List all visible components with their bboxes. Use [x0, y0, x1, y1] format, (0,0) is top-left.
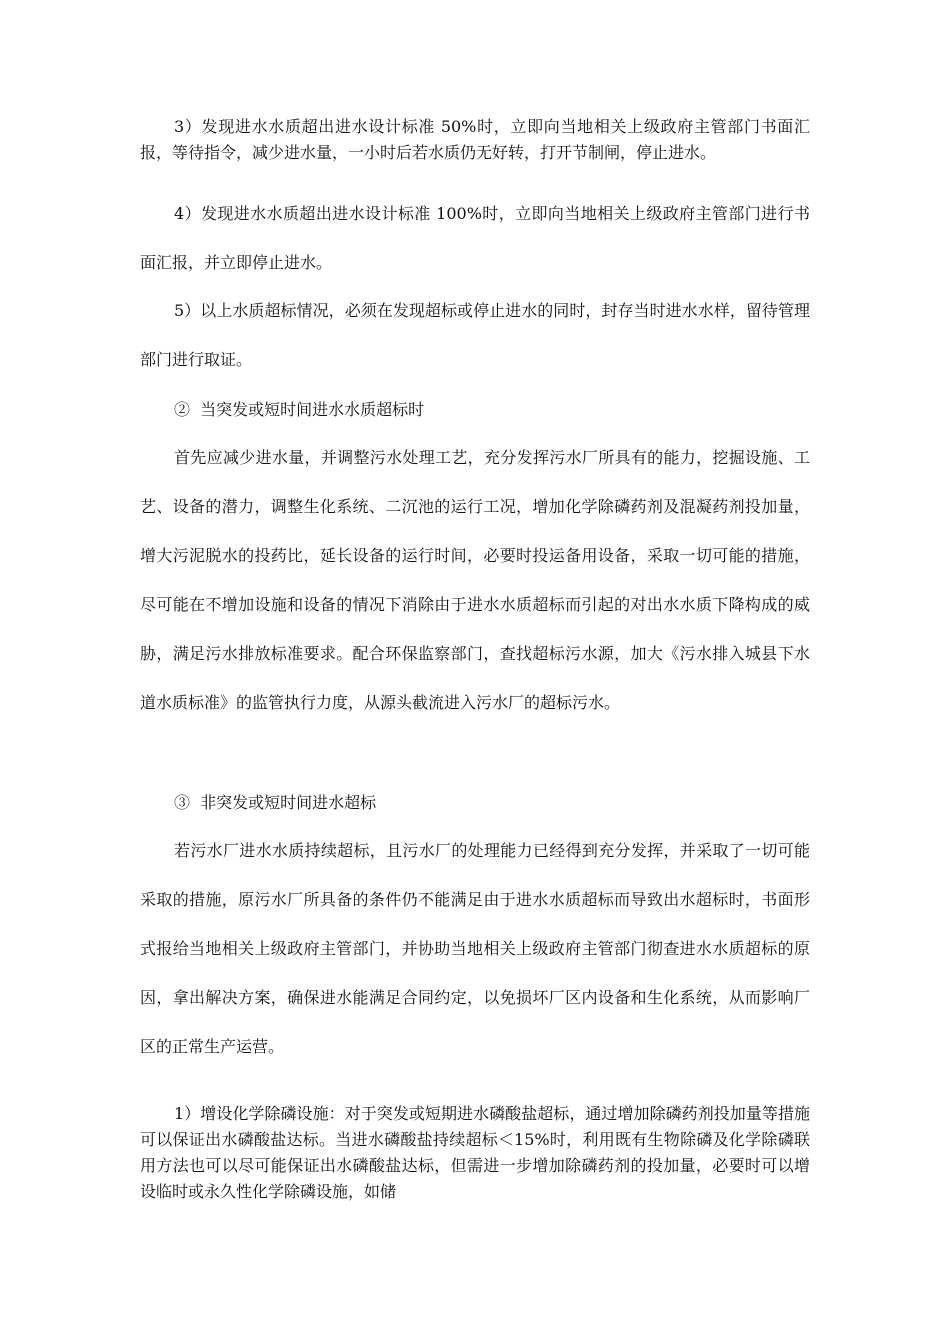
paragraph-persistent-exceed: 若污水厂进水水质持续超标，且污水厂的处理能力已经得到充分发挥，并采取了一切可能采取的措施，原污水厂所具备的条件仍不能满足由于进水水质超标而导致出水超标时，书面形式报给当地相关上级政府主管部门，并协助当地相关上级政府主管部门彻查进水水质超标的原因，拿出解决方案，确保进水能满足合同约定，以免损坏厂区内设备和生化系统，从而影响厂区的正常生产运营。 [140, 841, 810, 1056]
paragraph-item-4: 4）发现进水水质超出进水设计标准 100%时，立即向当地相关上级政府主管部门进行书面汇报，并立即停止进水。 [140, 204, 810, 272]
paragraph-phosphorus-removal: 1）增设化学除磷设施：对于突发或短期进水磷酸盐超标，通过增加除磷药剂投加量等措施可以保证出水磷酸盐达标。当进水磷酸盐持续超标＜15%时，利用既有生物除磷及化学除磷联用方法也可以尽可能保证出水磷酸盐达标，但需进一步增加除磷药剂的投加量，必要时可以增设临时或永久性化学除磷设施，如储 [140, 1104, 810, 1201]
paragraph-item-5: 5）以上水质超标情况，必须在发现超标或停止进水的同时，封存当时进水水样，留待管理部门进行取证。 [140, 301, 810, 369]
section-heading-2: ② 当突发或短时间进水水质超标时 [174, 400, 425, 419]
paragraph-sudden-exceed: 首先应减少进水量，并调整污水处理工艺，充分发挥污水厂所具有的能力，挖掘设施、工艺、设备的潜力，调整生化系统、二沉池的运行工况，增加化学除磷药剂及混凝药剂投加量，增大污泥脱水的投药比，延长设备的运行时间，必要时投运备用设备，采取一切可能的措施，尽可能在不增加设施和设备的情况下消除由于进水水质超标而引起的对出水水质下降构成的威胁，满足污水排放标准要求。配合环保监察部门，查找超标污水源，加大《污水排入城县下水道水质标准》的监管执行力度，从源头截流进入污水厂的超标污水。 [140, 448, 810, 712]
paragraph-item-3: 3）发现进水水质超出进水设计标准 50%时，立即向当地相关上级政府主管部门书面汇报，等待指令，减少进水量，一小时后若水质仍无好转，打开节制闸，停止进水。 [140, 117, 810, 162]
section-heading-3: ③ 非突发或短时间进水超标 [174, 793, 377, 812]
